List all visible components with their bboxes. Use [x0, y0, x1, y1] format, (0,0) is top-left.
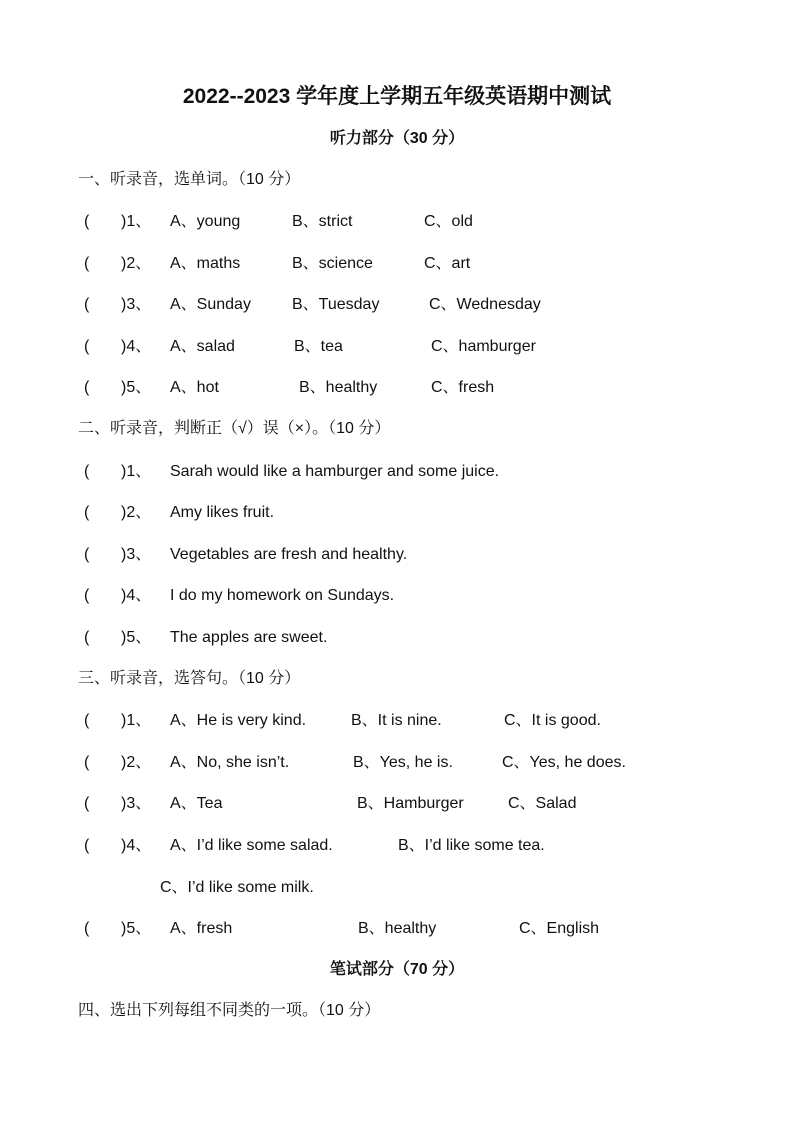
answer-bracket[interactable]: ( [84, 837, 90, 854]
option-a: A、maths [170, 255, 241, 272]
option-c: C、old [424, 213, 473, 230]
section-2-heading: 二、听录音，判断正（√）误（×）。（10 分） [78, 420, 391, 437]
option-c: C、It is good. [504, 712, 601, 729]
question-number: )1、 [121, 712, 152, 729]
answer-bracket[interactable]: ( [84, 463, 90, 480]
option-c: C、I’d like some milk. [160, 879, 314, 896]
page-title: 2022--2023 学年度上学期五年级英语期中测试 [182, 85, 612, 108]
option-a: A、salad [170, 338, 235, 355]
question-number: )4、 [121, 587, 152, 604]
question-number: )1、 [121, 213, 152, 230]
statement-text: Amy likes fruit. [170, 504, 275, 521]
answer-bracket[interactable]: ( [84, 587, 90, 604]
option-c: C、fresh [431, 379, 495, 396]
answer-bracket[interactable]: ( [84, 712, 90, 729]
option-c: C、English [519, 920, 600, 937]
option-b: B、Hamburger [357, 795, 464, 812]
answer-bracket[interactable]: ( [84, 379, 90, 396]
answer-bracket[interactable]: ( [84, 795, 90, 812]
option-b: B、Tuesday [292, 296, 380, 313]
answer-bracket[interactable]: ( [84, 338, 90, 355]
option-b: B、tea [294, 338, 343, 355]
question-number: )3、 [121, 546, 152, 563]
option-a: A、No, she isn’t. [170, 754, 290, 771]
answer-bracket[interactable]: ( [84, 296, 90, 313]
option-c: C、Salad [508, 795, 577, 812]
option-c: C、art [424, 255, 471, 272]
answer-bracket[interactable]: ( [84, 754, 90, 771]
question-number: )3、 [121, 795, 152, 812]
question-number: )4、 [121, 338, 152, 355]
option-b: B、science [292, 255, 373, 272]
question-number: )1、 [121, 463, 152, 480]
section-3-heading: 三、听录音，选答句。（10 分） [78, 670, 301, 687]
option-b: B、healthy [299, 379, 378, 396]
question-number: )5、 [121, 629, 152, 646]
option-c: C、Wednesday [429, 296, 541, 313]
question-number: )2、 [121, 754, 152, 771]
option-a: A、hot [170, 379, 219, 396]
option-a: A、Tea [170, 795, 223, 812]
option-a: A、I’d like some salad. [170, 837, 333, 854]
answer-bracket[interactable]: ( [84, 546, 90, 563]
option-a: A、Sunday [170, 296, 251, 313]
section-4-heading: 四、选出下列每组不同类的一项。（10 分） [78, 1002, 381, 1019]
option-b: B、I’d like some tea. [398, 837, 545, 854]
statement-text: I do my homework on Sundays. [170, 587, 395, 604]
listening-part-header: 听力部分（30 分） [329, 130, 465, 147]
option-b: B、healthy [358, 920, 437, 937]
statement-text: Sarah would like a hamburger and some juice. [170, 463, 500, 480]
question-number: )2、 [121, 255, 152, 272]
section-1-heading: 一、听录音，选单词。（10 分） [78, 171, 301, 188]
answer-bracket[interactable]: ( [84, 920, 90, 937]
option-a: A、fresh [170, 920, 233, 937]
question-number: )4、 [121, 837, 152, 854]
option-a: A、He is very kind. [170, 712, 307, 729]
option-c: C、Yes, he does. [502, 754, 626, 771]
answer-bracket[interactable]: ( [84, 255, 90, 272]
question-number: )5、 [121, 379, 152, 396]
option-a: A、young [170, 213, 241, 230]
question-number: )5、 [121, 920, 152, 937]
option-b: B、It is nine. [351, 712, 442, 729]
statement-text: Vegetables are fresh and healthy. [170, 546, 408, 563]
question-number: )2、 [121, 504, 152, 521]
option-b: B、Yes, he is. [353, 754, 453, 771]
answer-bracket[interactable]: ( [84, 504, 90, 521]
writing-part-header: 笔试部分（70 分） [329, 961, 465, 978]
statement-text: The apples are sweet. [170, 629, 328, 646]
option-c: C、hamburger [431, 338, 536, 355]
question-number: )3、 [121, 296, 152, 313]
answer-bracket[interactable]: ( [84, 213, 90, 230]
option-b: B、strict [292, 213, 353, 230]
answer-bracket[interactable]: ( [84, 629, 90, 646]
